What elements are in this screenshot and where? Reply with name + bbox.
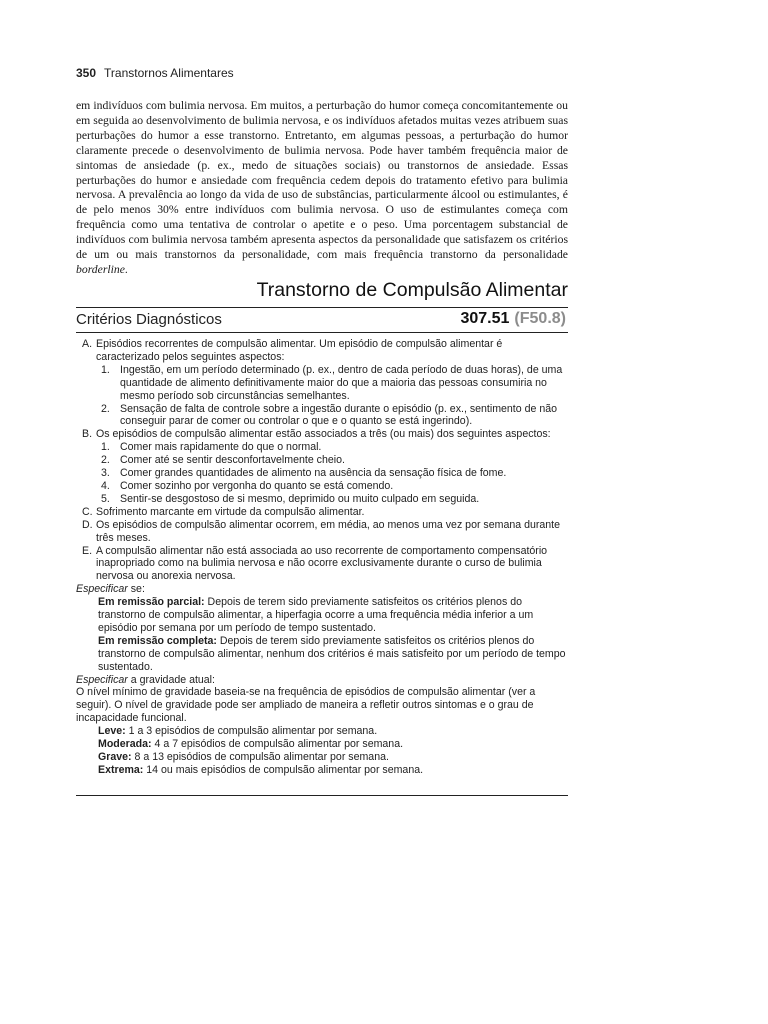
criterion-text: Sofrimento marcante em virtude da compulsão alimentar.	[96, 505, 365, 518]
criterion-marker: E.	[82, 544, 93, 557]
item-text: Comer até se sentir desconfortavelmente cheio.	[120, 454, 345, 467]
item-marker: 2.	[101, 402, 110, 415]
item-marker: 1.	[101, 441, 110, 454]
remission-partial-text: Depois de terem sido previamente satisfeitos os critérios plenos do transtorno de compulsão alimentar, a hiperfagia ocorre a uma frequência média inferior a um episódio por semana por um período de tempo sustentado.	[98, 596, 534, 634]
criterion-text: A compulsão alimentar não está associada ao uso recorrente de comportamento compensatório inapropriado como na bulimia nervosa e não ocorre exclusivamente durante o curso de bulimia nervosa ou anorexia nervosa.	[96, 544, 548, 583]
remission-complete	[76, 635, 568, 674]
diagnostic-code	[460, 310, 566, 328]
intro-italic-term: borderline	[76, 262, 125, 276]
criterion-e	[76, 545, 568, 584]
severity-label: Moderada:	[98, 738, 152, 751]
severity-level-severe	[76, 751, 568, 764]
criteria-header-label: Critérios Diagnósticos	[76, 311, 222, 328]
criterion-text: Episódios recorrentes de compulsão alimentar. Um episódio de compulsão alimentar é caracterizado pelos seguintes aspectos:	[96, 338, 503, 363]
section-title: Transtorno de Compulsão Alimentar	[256, 279, 568, 301]
item-text: Ingestão, em um período determinado (p. ex., dentro de cada período de duas horas), de uma quantidade de alimento definitivamente maior do que a maioria das pessoas consumiria no mesmo período sob circunstâncias semelhantes.	[120, 363, 563, 402]
criterion-marker: B.	[82, 428, 93, 441]
intro-text: em indivíduos com bulimia nervosa. Em muitos, a perturbação do humor começa concomitantemente ou em seguida ao desenvolvimento de bulimia nervosa, e os indivíduos afetados muitas vezes atribuem suas perturbações do humor a esse transtorno. Entretanto, em algumas pessoas, a perturbação do humor claramente precede o desenvolvimento de bulimia nervosa. Pode haver também frequência maior de sintomas de ansiedade (p. ex., medo de situações sociais) ou transtornos de ansiedade. Essas perturbações do humor e ansiedade com frequência cedem depois do tratamento efetivo para bulimia nervosa. A prevalência ao longo da vida de uso de substâncias, particularmente álcool ou estimulantes, é de pelo menos 30% entre indivíduos com bulimia nervosa. O uso de estimulantes começa com frequência como uma tentativa de controlar o apetite e o peso. Uma porcentagem substancial de indivíduos com bulimia nervosa também apresenta aspectos da personalidade que satisfazem os critérios de um ou mais transtornos da personalidade, com mais frequência transtorno da personalidade	[76, 99, 568, 262]
severity-level-extreme	[76, 764, 568, 777]
intro-text-end: .	[124, 262, 128, 276]
specify-remission-label	[76, 583, 568, 596]
item-marker: 1.	[101, 363, 110, 376]
criterion-a-item-2	[76, 403, 568, 429]
severity-description: O nível mínimo de gravidade baseia-se na frequência de episódios de compulsão alimentar (ver a seguir). O nível de gravidade pode ser ampliado de maneira a refletir outros sintomas e o grau de incapacidade funcional.	[76, 686, 536, 725]
criterion-b-item-4	[76, 480, 568, 493]
criterion-text: Os episódios de compulsão alimentar ocorrem, em média, ao menos uma vez por semana durante três meses.	[96, 518, 560, 544]
item-marker: 2.	[101, 454, 110, 467]
criterion-marker: D.	[82, 518, 93, 531]
criterion-d	[76, 519, 568, 545]
criterion-marker: C.	[82, 505, 93, 518]
specify-word: Especificar	[76, 673, 128, 686]
criterion-b-item-5	[76, 493, 568, 506]
severity-level-mild	[76, 725, 568, 738]
severity-text: 4 a 7 episódios de compulsão alimentar por semana.	[151, 738, 404, 751]
icd-code: (F50.8)	[514, 310, 566, 327]
running-header	[76, 66, 568, 80]
remission-partial-label: Em remissão parcial:	[98, 596, 205, 609]
page-number: 350	[76, 66, 97, 80]
criterion-b-item-1	[76, 441, 568, 454]
item-text: Sensação de falta de controle sobre a ingestão durante o episódio (p. ex., sentimento de não conseguir parar de comer ou controlar o que e o quanto se está ingerindo).	[120, 402, 557, 428]
criteria-header-bar	[76, 307, 568, 333]
item-text: Comer sozinho por vergonha do quanto se está comendo.	[120, 479, 394, 492]
criterion-c	[76, 506, 568, 519]
criteria-bottom-rule	[76, 795, 568, 796]
severity-label: Leve:	[98, 725, 126, 738]
criteria-list	[76, 338, 568, 777]
item-marker: 4.	[101, 479, 110, 492]
criterion-b	[76, 428, 568, 441]
severity-label: Extrema:	[98, 763, 144, 776]
criterion-b-item-2	[76, 454, 568, 467]
dsm-code: 307.51	[460, 310, 510, 327]
remission-complete-label: Em remissão completa:	[98, 634, 217, 647]
running-title: Transtornos Alimentares	[104, 66, 234, 80]
item-text: Comer mais rapidamente do que o normal.	[120, 441, 322, 454]
severity-text: 1 a 3 episódios de compulsão alimentar por semana.	[125, 725, 378, 738]
criterion-a-item-1	[76, 364, 568, 403]
severity-level-moderate	[76, 738, 568, 751]
item-text: Sentir-se desgostoso de si mesmo, deprimido ou muito culpado em seguida.	[120, 492, 480, 505]
specify-rest: se:	[127, 583, 145, 596]
criterion-b-item-3	[76, 467, 568, 480]
criterion-marker: A.	[82, 338, 93, 350]
specify-rest: a gravidade atual:	[127, 673, 215, 686]
severity-text: 14 ou mais episódios de compulsão alimentar por semana.	[143, 763, 424, 776]
item-marker: 3.	[101, 467, 110, 480]
criterion-a	[76, 338, 568, 364]
remission-complete-text: Depois de terem sido previamente satisfeitos os critérios plenos do transtorno de compulsão alimentar, nenhum dos critérios é mais satisfeito por um período de tempo sustentado.	[98, 634, 566, 673]
item-marker: 5.	[101, 492, 110, 505]
criterion-text: Os episódios de compulsão alimentar estão associados a três (ou mais) dos seguintes aspectos:	[96, 428, 551, 441]
specify-word: Especificar	[76, 583, 128, 596]
severity-label: Grave:	[98, 751, 132, 763]
severity-text: 8 a 13 episódios de compulsão alimentar por semana.	[131, 751, 389, 763]
specify-severity-label	[76, 674, 568, 687]
intro-paragraph	[76, 99, 568, 278]
item-text: Comer grandes quantidades de alimento na ausência da sensação física de fome.	[120, 467, 507, 480]
remission-partial	[76, 596, 568, 635]
